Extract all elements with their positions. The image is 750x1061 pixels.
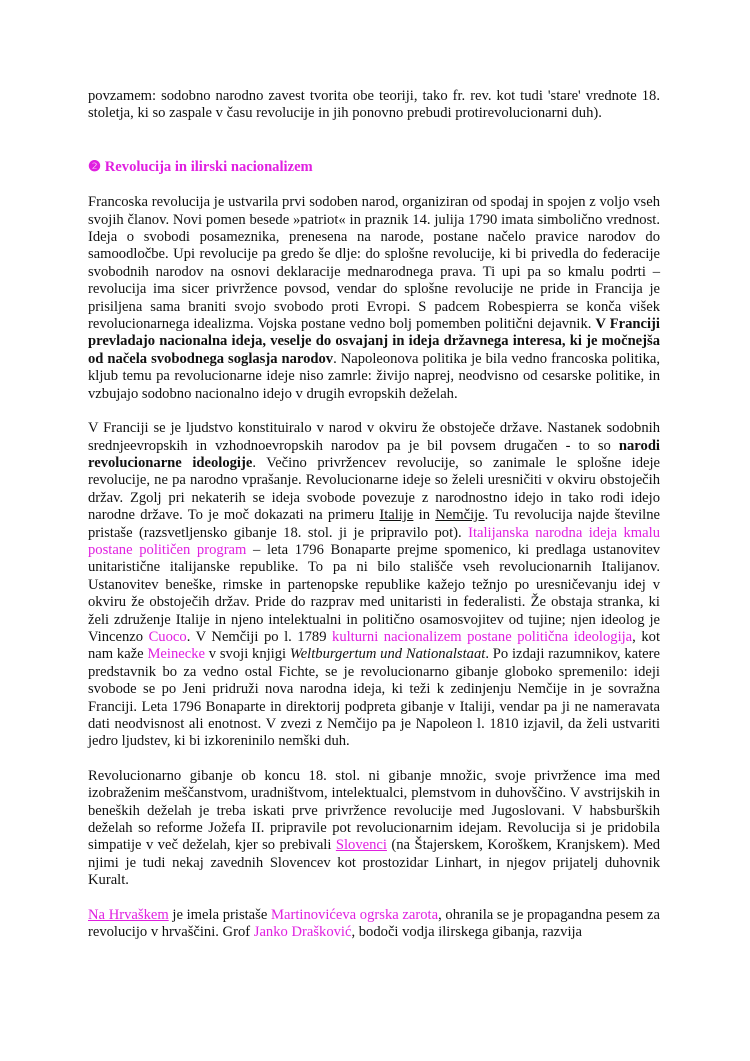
link-janko-draskovic[interactable]: Janko Drašković xyxy=(253,924,352,941)
link-martinovic-conspiracy[interactable]: Martinovićeva ogrska zarota xyxy=(271,906,439,923)
document-page xyxy=(88,88,660,958)
text: , kot nam kaže xyxy=(88,628,660,663)
link-cultural-nationalism[interactable]: kulturni nacionalizem postane politična ideologija xyxy=(332,628,633,645)
paragraph-revolutionary-movement xyxy=(88,768,660,890)
link-cuoco[interactable]: Cuoco xyxy=(148,628,187,645)
link-slovenci[interactable]: Slovenci xyxy=(335,837,387,854)
text: v svoji knjigi xyxy=(204,646,290,663)
text: . Po izdaji razumnikov, katere predstavnik bo za vedno ostal Fichte, se je revolucionarno gibanje globoko spremenilo: ideji svobode se po Jeni pridruži nova narodna ideja, ki teži k zedinjenju Nemčije in je sovražna Franciji. Leta 1796 Bonaparte in direktorij podpreta gibanje v Italiji, vendar pa ji ne nameravata dati neodvisnost ali enotnost. V zvezi z Nemčijo pa je Napoleon l. 1810 izjavil, da želi ustvariti jedro ljudstev, ki bi izkoreninilo nemški duh. xyxy=(88,646,661,750)
text: Francoska revolucija je ustvarila prvi sodoben narod, organiziran od spodaj in spojen z voljo vseh svojih članov. Novi pomen besede »patriot« in praznik 14. julija 1790 imata simbolično vrednost. Ideja o svobodi posameznika, prenesena na narode, postane načelo pravice narodov do samoodločbe. Upi revolucije pa gredo še dlje: do splošne revolucije, ki bi privedla do federacije svobodnih narodov na osnovi deklaracije mednarodnega prava. Ti upi pa so kmalu podrti – revolucija ima sicer privržence povsod, vendar do splošne revolucije ne pride in Francija je prisiljena sama braniti svojo svobodo proti Evropi. S padcem Robespierra se konča višek revolucionarnega idealizma. Vojska postane vedno bolj pomemben politični dejavnik. xyxy=(88,194,660,333)
section-heading-text: Revolucija in ilirski nacionalizem xyxy=(104,158,313,175)
link-na-hrvaskem[interactable]: Na Hrvaškem xyxy=(88,906,169,923)
text: V Franciji se je ljudstvo konstituiralo v narod v okviru že obstoječe države. Nastanek sodobnih srednjeevropskih in vzhodnoevropskih narodov pa je bil povsem drugačen - to so xyxy=(88,420,660,454)
paragraph-revolutionary-ideology xyxy=(88,420,660,751)
link-italian-national-idea[interactable]: Italijanska narodna ideja kmalu postane političen program xyxy=(88,524,660,558)
underlined-nemcije: Nemčije xyxy=(435,507,485,524)
numbered-bullet-icon: ❷ xyxy=(88,158,102,175)
text: – leta 1796 Bonaparte prejme spomenico, ki predlaga ustanovitev unitaristične italijanske republike. To pa ni bilo stališče vseh revolucionarnih Italijanov. Ustanovitev beneške, rimske in partenopske republike kažejo težnjo po uresničevanju idej v okviru že obstoječih držav. Pride do razprav med unitaristi in federalisti. Že obstaja stranka, ki želi združenje Italije in njeno intelektualni in politično osamosvojitev od tujine; njen ideolog je Vincenzo xyxy=(88,541,660,645)
text: . Tu revolucija najde številne pristaše (razsvetljensko gibanje 18. stol. ji je pripravilo pot). xyxy=(88,507,660,541)
text: , bodoči vodja ilirskega gibanja, razvija xyxy=(351,924,583,941)
text: (na Štajerskem, Koroškem, Kranjskem). Med njimi je tudi nekaj zavednih Slovencev kot prostozidar Linhart, in njegov prijatelj duhovnik Kuralt. xyxy=(88,837,660,889)
text: , ohranila se je propagandna pesem za revolucijo v hrvaščini. Grof xyxy=(88,906,660,941)
book-title: Weltburgertum und Nationalstaat xyxy=(289,646,486,663)
text: . Napoleonova politika je bila vedno francoska politika, kljub temu pa revolucionarne ideje niso zamrle: živijo naprej, neodvisno od cesarske politike, in vzbujajo sodobno nacionalno idejo v drugih evropskih deželah. xyxy=(88,350,660,402)
text: je imela pristaše xyxy=(168,906,272,923)
underlined-italije: Italije xyxy=(379,507,414,524)
text: in xyxy=(413,507,436,524)
section-heading xyxy=(88,159,660,176)
paragraph-croatia xyxy=(88,907,660,942)
link-meinecke[interactable]: Meinecke xyxy=(147,646,205,663)
text: . V Nemčiji po l. 1789 xyxy=(186,628,333,645)
intro-paragraph: povzamem: sodobno narodno zavest tvorita obe teoriji, tako fr. rev. kot tudi 'stare' vrednote 18. stoletja, ki so zaspale v času revolucije in jih ponovno prebudi protirevolucionarni duh). xyxy=(88,88,660,122)
bold-text: narodi revolucionarne ideologije xyxy=(88,437,660,471)
text: . Večino privržencev revolucije, so zanimale le splošne ideje revolucije, ne pa narodno vprašanje. Revolucionarne ideje so želeli uresničiti v okviru obstoječih držav. Zgolj pri nekaterih se ideja svobode povezuje z narodnostno idejo in tako rodi idejo narodne države. To je moč dokazati na primeru xyxy=(88,454,660,524)
text: Revolucionarno gibanje ob koncu 18. stol. ni gibanje množic, svoje privržence ima med izobraženim meščanstvom, uradništvom, intelektualci, plemstvom in duhovščino. V avstrijskih in beneških deželah je treba iskati prve privržence revolucije med Jugoslovani. V habsburških deželah so reforme Jožefa II. pripravile pot revolucionarnim idejam. Revolucija si je pridobila simpatije v več deželah, kjer so prebivali xyxy=(88,767,660,854)
bold-text: V Franciji prevladajo nacionalna ideja, veselje do osvajanj in ideja državnega interesa, ki je močnejša od načela svobodnega soglasja narodov xyxy=(88,316,660,367)
paragraph-french-revolution xyxy=(88,194,660,403)
